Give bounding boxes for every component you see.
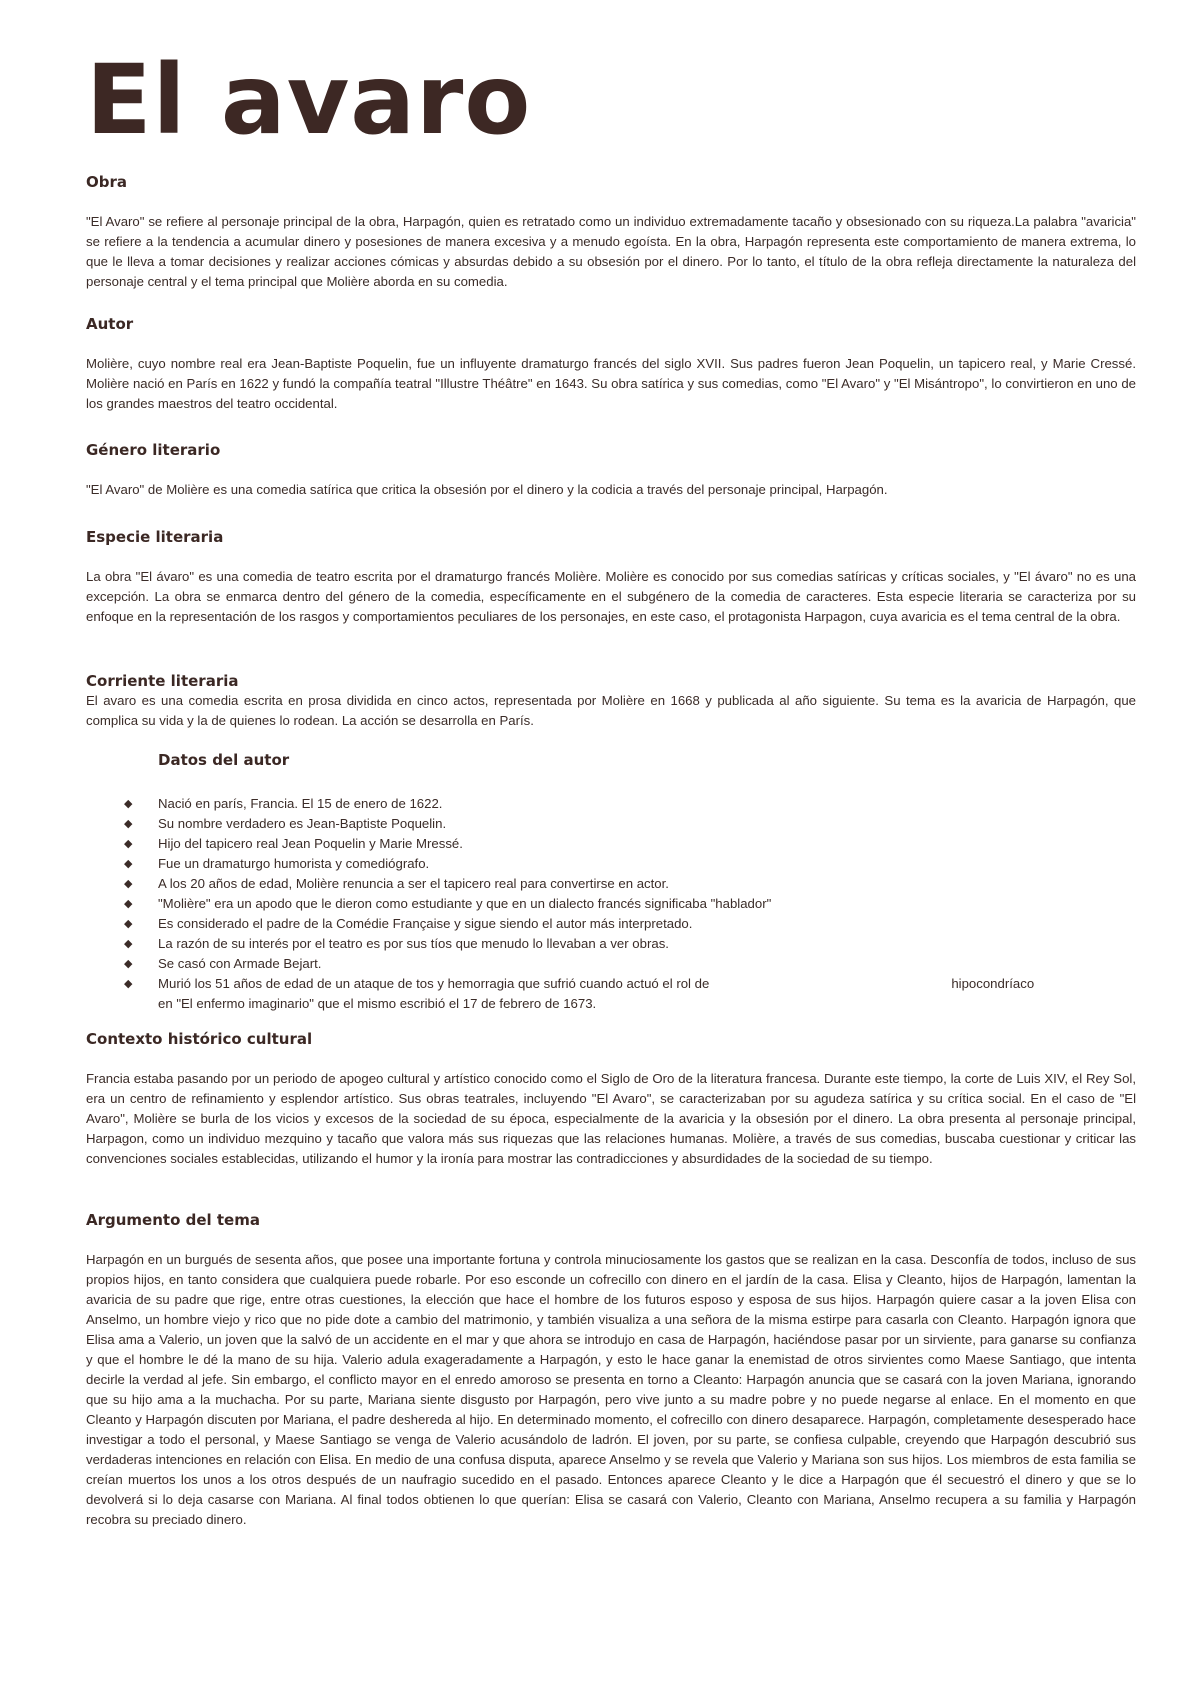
bullet-icon: ◆ [124, 978, 133, 990]
paragraph-contexto: Francia estaba pasando por un periodo de apogeo cultural y artístico conocido como el Siglo de Oro de la literatura francesa. Durante este tiempo, la corte de Luis XIV, el Rey Sol, era un centro de refinamiento y esplendor artístico. Sus obras teatrales, incluyendo "El Avaro", se caracterizaban por su agudeza satírica y su crítica social. En el caso de "El Avaro", Molière se burla de los vicios y excesos de la sociedad de su época, especialmente de la avaricia y la obsesión por el dinero. La obra presenta al personaje principal, Harpagon, como un individuo mezquino y tacaño que valora más sus riquezas que las relaciones humanas. Molière, a través de sus comedias, buscaba cuestionar y criticar las convenciones sociales establecidas, utilizando el humor y la ironía para mostrar las contradicciones y absurdidades de la sociedad de su tiempo. [86, 1071, 1136, 1166]
bullet-icon: ◆ [124, 818, 133, 830]
heading-datos-autor: Datos del autor [158, 751, 290, 769]
section-especie [86, 527, 1136, 627]
bullet-icon: ◆ [124, 798, 133, 810]
bullet-icon: ◆ [124, 918, 133, 930]
paragraph-especie: La obra "El ávaro" es una comedia de teatro escrita por el dramaturgo francés Molière. Molière es conocido por sus comedias satíricas y críticas sociales, y "El ávaro" no es una excepción. La obra se enmarca dentro del género de la comedia, específicamente en el subgénero de la comedia de caracteres. Esta especie literaria se caracteriza por su enfoque en la representación de los rasgos y comportamientos peculiares de los personajes, en este caso, el protagonista Harpagon, cuya avaricia es el tema central de la obra. [86, 569, 1136, 624]
list-item: ◆ Nació en parís, Francia. El 15 de enero de 1622. [86, 794, 1136, 814]
document-title: El avaro [86, 44, 532, 156]
heading-argumento: Argumento del tema [86, 1211, 260, 1229]
datos-autor-list [86, 794, 1136, 1014]
paragraph-obra: "El Avaro" se refiere al personaje principal de la obra, Harpagón, quien es retratado como un individuo extremadamente tacaño y obsesionado con su riqueza.La palabra "avaricia" se refiere a la tendencia a acumular dinero y posesiones de manera excesiva y a menudo egoísta. En la obra, Harpagón representa este comportamiento de manera extrema, lo que le lleva a tomar decisiones y realizar acciones cómicas y absurdas debido a su obsesión por el dinero. Por lo tanto, el título de la obra refleja directamente la naturaleza del personaje central y el tema principal que Molière aborda en su comedia. [86, 214, 1136, 289]
list-item: ◆ Se casó con Armade Bejart. [86, 954, 1136, 974]
list-item: ◆ Hijo del tapicero real Jean Poquelin y Marie Mressé. [86, 834, 1136, 854]
bullet-icon: ◆ [124, 838, 133, 850]
bullet-icon: ◆ [124, 938, 133, 950]
section-obra [86, 172, 1136, 292]
bullet-icon: ◆ [124, 878, 133, 890]
section-contexto [86, 1029, 1136, 1169]
list-item: ◆ Es considerado el padre de la Comédie Française y sigue siendo el autor más interpretado. [86, 914, 1136, 934]
heading-corriente: Corriente literaria [86, 672, 239, 690]
paragraph-genero: "El Avaro" de Molière es una comedia satírica que critica la obsesión por el dinero y la codicia a través del personaje principal, Harpagón. [86, 482, 888, 497]
list-item: ◆ Fue un dramaturgo humorista y comediógrafo. [86, 854, 1136, 874]
bullet-icon: ◆ [124, 958, 133, 970]
heading-genero: Género literario [86, 441, 221, 459]
heading-autor: Autor [86, 315, 134, 333]
bullet-icon: ◆ [124, 858, 133, 870]
paragraph-argumento: Harpagón en un burgués de sesenta años, que posee una importante fortuna y controla minuciosamente los gastos que se realizan en la casa. Desconfía de todos, incluso de sus propios hijos, en tanto considera que cualquiera puede robarle. Por eso esconde un cofrecillo con dinero en el jardín de la casa. Elisa y Cleanto, hijos de Harpagón, lamentan la avaricia de su padre que rige, entre otras cuestiones, la elección que hace el hombre de los futuros esposo y esposa de sus hijos. Harpagón quiere casar a la joven Elisa con Anselmo, un hombre viejo y rico que no pide dote a cambio del matrimonio, y también visualiza a una señora de la misma estirpe para casarla con Cleanto. Harpagón ignora que Elisa ama a Valerio, un joven que la salvó de un accidente en el mar y que ahora se introdujo en casa de Harpagón, haciéndose pasar por un sirviente, para ganarse su confianza y que el hombre le dé la mano de su hija. Valerio adula exageradamente a Harpagón, y esto le hace ganar la enemistad de otros sirvientes como Maese Santiago, que intenta decirle la verdad al jefe. Sin embargo, el conflicto mayor en el enredo amoroso se presenta en torno a Cleanto: Harpagón anuncia que se casará con la joven Mariana, ignorando que su hijo ama a la muchacha. Por su parte, Mariana siente disgusto por Harpagón, pero vive junto a su madre pobre y no puede negarse al enlace. En el momento en que Cleanto y Harpagón discuten por Mariana, el padre deshereda al hijo. En determinado momento, el cofrecillo con dinero desaparece. Harpagón, completamente desesperado hace investigar a todo el personal, y Maese Santiago se venga de Valerio acusándolo de ladrón. El joven, por su parte, se confiesa culpable, creyendo que Harpagón descubrió sus verdaderas intenciones en relación con Elisa. En medio de una confusa disputa, aparece Anselmo y se revela que Valerio y Mariana son sus hijos. Los miembros de esta familia se creían muertos los unos a los otros después de un naufragio sucedido en el pasado. Entonces aparece Cleanto y le dice a Harpagón que él secuestró el dinero y que se lo devolverá si lo deja casarse con Mariana. Al final todos obtienen lo que querían: Elisa se casará con Valerio, Cleanto con Mariana, Anselmo recupera a su familia y Harpagón recobra su preciado dinero. [86, 1252, 1136, 1527]
heading-contexto: Contexto histórico cultural [86, 1030, 313, 1048]
list-item: ◆ La razón de su interés por el teatro es por sus tíos que menudo lo llevaban a ver obras. [86, 934, 1136, 954]
section-genero [86, 440, 1136, 500]
bullet-icon: ◆ [124, 898, 133, 910]
heading-obra: Obra [86, 173, 128, 191]
paragraph-corriente: El avaro es una comedia escrita en prosa dividida en cinco actos, representada por Molière en 1668 y publicada al año siguiente. Su tema es la avaricia de Harpagón, que complica su vida y la de quienes lo rodean. La acción se desarrolla en París. [86, 693, 1136, 728]
section-argumento [86, 1210, 1136, 1530]
paragraph-autor: Molière, cuyo nombre real era Jean-Baptiste Poquelin, fue un influyente dramaturgo francés del siglo XVII. Sus padres fueron Jean Poquelin, un tapicero real, y Marie Cressé. Molière nació en París en 1622 y fundó la compañía teatral "Illustre Théâtre" en 1643. Su obra satírica y sus comedias, como "El Avaro" y "El Misántropo", lo convirtieron en uno de los grandes maestros del teatro occidental. [86, 356, 1136, 411]
heading-especie: Especie literaria [86, 528, 224, 546]
list-item: ◆ "Molière" era un apodo que le dieron como estudiante y que en un dialecto francés significaba "hablador" [86, 894, 1136, 914]
list-item: ◆ Murió los 51 años de edad de un ataque de tos y hemorragia que sufrió cuando actuó el rol de hipocondríaco en "El enfermo imaginario" que el mismo escribió el 17 de febrero de 1673. [124, 976, 1035, 1011]
section-autor [86, 314, 1136, 414]
section-corriente [86, 671, 1136, 731]
list-item: ◆ Su nombre verdadero es Jean-Baptiste Poquelin. [86, 814, 1136, 834]
list-item: ◆ A los 20 años de edad, Molière renuncia a ser el tapicero real para convertirse en actor. [86, 874, 1136, 894]
